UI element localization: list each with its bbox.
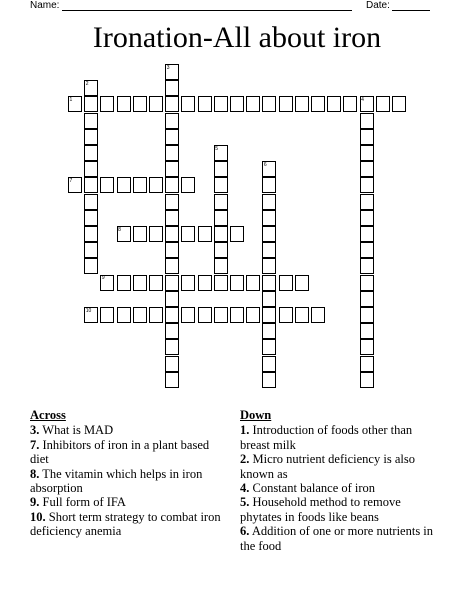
grid-cell[interactable] xyxy=(165,129,179,145)
grid-cell[interactable] xyxy=(327,96,341,112)
grid-cell[interactable] xyxy=(165,258,179,274)
grid-cell[interactable] xyxy=(360,323,374,339)
down-heading: Down xyxy=(240,408,272,422)
clue-across-7: 7. Inhibitors of iron in a plant based diet xyxy=(30,437,210,467)
grid-cell[interactable] xyxy=(214,275,228,291)
grid-cell[interactable] xyxy=(198,96,212,112)
grid-cell[interactable] xyxy=(84,226,98,242)
grid-cell[interactable] xyxy=(165,226,179,242)
grid-number-2: 2 xyxy=(85,80,89,87)
across-heading: Across xyxy=(30,408,66,422)
grid-cell[interactable] xyxy=(149,226,163,242)
grid-cell[interactable] xyxy=(117,275,131,291)
grid-cell[interactable] xyxy=(100,177,114,193)
grid-cell[interactable] xyxy=(165,339,179,355)
grid-cell[interactable] xyxy=(360,339,374,355)
grid-cell[interactable] xyxy=(149,307,163,323)
grid-cell[interactable] xyxy=(360,226,374,242)
grid-cell[interactable] xyxy=(117,177,131,193)
grid-cell[interactable] xyxy=(84,210,98,226)
grid-cell[interactable] xyxy=(100,96,114,112)
grid-number-9: 9 xyxy=(101,275,105,282)
grid-cell[interactable] xyxy=(262,258,276,274)
grid-cell[interactable] xyxy=(262,177,276,193)
grid-number-10: 10 xyxy=(85,307,92,314)
grid-cell[interactable] xyxy=(181,275,195,291)
clue-down-4: 4. Constant balance of iron xyxy=(240,481,376,496)
grid-cell[interactable] xyxy=(84,129,98,145)
grid-cell[interactable] xyxy=(360,161,374,177)
grid-number-6: 6 xyxy=(263,161,267,168)
name-label: Name: xyxy=(30,0,60,11)
clue-across-8: 8. The vitamin which helps in iron absorption xyxy=(30,466,203,496)
grid-cell[interactable] xyxy=(360,275,374,291)
grid-cell[interactable] xyxy=(133,177,147,193)
grid-cell[interactable] xyxy=(165,242,179,258)
grid-cell[interactable] xyxy=(360,242,374,258)
grid-cell[interactable] xyxy=(165,307,179,323)
grid-cell[interactable] xyxy=(262,307,276,323)
grid-cell[interactable] xyxy=(262,96,276,112)
grid-cell[interactable] xyxy=(262,275,276,291)
grid-cell[interactable] xyxy=(360,145,374,161)
grid-cell[interactable] xyxy=(133,275,147,291)
grid-cell[interactable] xyxy=(262,356,276,372)
grid-cell[interactable] xyxy=(198,275,212,291)
grid-cell[interactable] xyxy=(214,307,228,323)
grid-cell[interactable] xyxy=(165,356,179,372)
grid-cell[interactable] xyxy=(181,226,195,242)
page-title: Ironation-All about iron xyxy=(92,21,382,54)
grid-number-5: 5 xyxy=(215,145,219,152)
grid-cell[interactable] xyxy=(246,275,260,291)
grid-cell[interactable] xyxy=(360,177,374,193)
grid-cell[interactable] xyxy=(84,161,98,177)
grid-cell[interactable] xyxy=(246,96,260,112)
grid-cell[interactable] xyxy=(117,307,131,323)
grid-number-4: 4 xyxy=(361,96,364,103)
grid-cell[interactable] xyxy=(181,307,195,323)
grid-cell[interactable] xyxy=(360,113,374,129)
grid-cell[interactable] xyxy=(149,96,163,112)
date-label: Date: xyxy=(366,0,390,11)
grid-cell[interactable] xyxy=(279,96,293,112)
clue-across-10: 10. Short term strategy to combat iron deficiency anemia xyxy=(30,509,221,539)
grid-cell[interactable] xyxy=(181,177,195,193)
grid-cell[interactable] xyxy=(214,96,228,112)
grid-cell[interactable] xyxy=(360,258,374,274)
clue-down-1: 1. Introduction of foods other than breast milk xyxy=(240,423,413,452)
grid-cell[interactable] xyxy=(84,177,98,193)
grid-cell[interactable] xyxy=(214,177,228,193)
grid-cell[interactable] xyxy=(84,194,98,210)
grid-cell[interactable] xyxy=(165,323,179,339)
grid-cell[interactable] xyxy=(230,307,244,323)
grid-cell[interactable] xyxy=(198,307,212,323)
grid-cell[interactable] xyxy=(360,307,374,323)
grid-cell[interactable] xyxy=(311,96,325,112)
grid-cell[interactable] xyxy=(165,177,179,193)
grid-number-3: 3 xyxy=(166,64,170,71)
grid-cell[interactable] xyxy=(360,372,374,388)
grid-cell[interactable] xyxy=(230,96,244,112)
grid-cell[interactable] xyxy=(84,242,98,258)
grid-number-7: 7 xyxy=(69,177,73,184)
grid-cell[interactable] xyxy=(279,307,293,323)
grid-cell[interactable] xyxy=(214,161,228,177)
grid-cell[interactable] xyxy=(165,113,179,129)
grid-cell[interactable] xyxy=(214,226,228,242)
grid-cell[interactable] xyxy=(84,113,98,129)
grid-cell[interactable] xyxy=(262,339,276,355)
grid-cell[interactable] xyxy=(165,96,179,112)
clue-down-6: 6. Addition of one or more nutrients in the food xyxy=(240,524,434,553)
grid-cell[interactable] xyxy=(295,307,309,323)
grid-cell[interactable] xyxy=(262,323,276,339)
grid-cell[interactable] xyxy=(84,96,98,112)
grid-cell[interactable] xyxy=(360,356,374,372)
grid-cell[interactable] xyxy=(214,242,228,258)
clue-down-2: 2. Micro nutrient deficiency is also known as xyxy=(240,452,415,481)
grid-cell[interactable] xyxy=(279,275,293,291)
grid-cell[interactable] xyxy=(230,275,244,291)
down-clues xyxy=(240,408,440,553)
grid-cell[interactable] xyxy=(246,307,260,323)
grid-cell[interactable] xyxy=(376,96,390,112)
grid-cell[interactable] xyxy=(262,291,276,307)
clue-across-9: 9. Full form of IFA xyxy=(30,495,126,510)
grid-cell[interactable] xyxy=(343,96,357,112)
grid-cell[interactable] xyxy=(133,96,147,112)
grid-cell[interactable] xyxy=(262,194,276,210)
grid-cell[interactable] xyxy=(198,226,212,242)
grid-cell[interactable] xyxy=(181,96,195,112)
grid-number-8: 8 xyxy=(118,226,121,233)
grid-cell[interactable] xyxy=(262,372,276,388)
grid-cell[interactable] xyxy=(133,307,147,323)
grid-cell[interactable] xyxy=(214,258,228,274)
grid-cell[interactable] xyxy=(295,96,309,112)
grid-cell[interactable] xyxy=(262,226,276,242)
grid-cell[interactable] xyxy=(149,275,163,291)
clue-across-3: 3. What is MAD xyxy=(30,423,114,438)
grid-cell[interactable] xyxy=(360,291,374,307)
grid-cell[interactable] xyxy=(360,129,374,145)
grid-cell[interactable] xyxy=(149,177,163,193)
grid-cell[interactable] xyxy=(262,242,276,258)
grid-cell[interactable] xyxy=(360,194,374,210)
grid-cell[interactable] xyxy=(392,96,406,112)
grid-cell[interactable] xyxy=(262,210,276,226)
grid-cell[interactable] xyxy=(165,275,179,291)
grid-cell[interactable] xyxy=(311,307,325,323)
grid-cell[interactable] xyxy=(165,291,179,307)
grid-cell[interactable] xyxy=(360,210,374,226)
grid-cell[interactable] xyxy=(165,161,179,177)
grid-cell[interactable] xyxy=(84,258,98,274)
grid-cell[interactable] xyxy=(165,194,179,210)
across-clues xyxy=(30,408,230,539)
grid-cell[interactable] xyxy=(214,210,228,226)
grid-cell[interactable] xyxy=(117,96,131,112)
grid-cell[interactable] xyxy=(165,80,179,96)
grid-cell[interactable] xyxy=(84,145,98,161)
grid-number-1: 1 xyxy=(69,96,73,103)
grid-cell[interactable] xyxy=(165,210,179,226)
grid-cell[interactable] xyxy=(100,307,114,323)
clue-down-5: 5. Household method to remove phytates in foods like beans xyxy=(240,495,401,524)
grid-cell[interactable] xyxy=(165,145,179,161)
grid-cell[interactable] xyxy=(214,194,228,210)
grid-cell[interactable] xyxy=(230,226,244,242)
grid-cell[interactable] xyxy=(165,372,179,388)
grid-cell[interactable] xyxy=(295,275,309,291)
grid-cell[interactable] xyxy=(133,226,147,242)
